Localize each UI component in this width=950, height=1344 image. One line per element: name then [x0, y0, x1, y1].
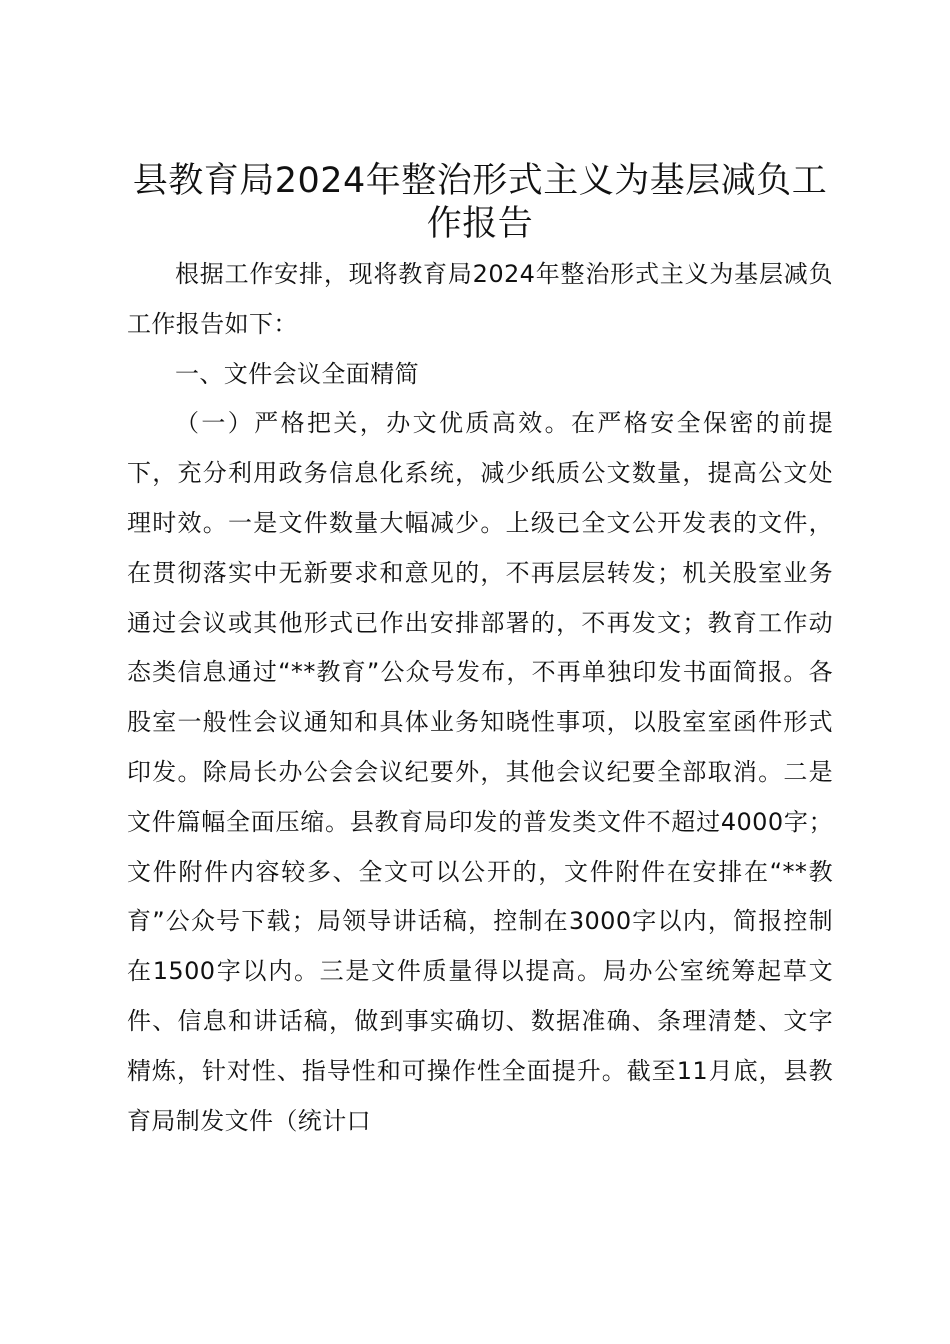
intro-paragraph: 根据工作安排，现将教育局2024年整治形式主义为基层减负工作报告如下： [127, 260, 833, 338]
document-title: 县教育局2024年整治形式主义为基层减负工作报告 [132, 161, 828, 244]
body-paragraph: （一）严格把关，办文优质高效。在严格安全保密的前提下，充分利用政务信息化系统，减少纸质公文数量，提高公文处理时效。一是文件数量大幅减少。上级已全文公开发表的文件，在贯彻落实中无新要求和意见的，不再层层转发；机关股室业务通过会议或其他形式已作出安排部署的，不再发文；教育工作动态类信息通过“**教育”公众号发布，不再单独印发书面简报。各股室一般性会议通知和具体业务知晓性事项，以股室室函件形式印发。除局长办公会会议纪要外，其他会议纪要全部取消。二是文件篇幅全面压缩。县教育局印发的普发类文件不超过4000字；文件附件内容较多、全文可以公开的，文件附件在安排在“**教育”公众号下载；局领导讲话稿，控制在3000字以内，简报控制在1500字以内。三是文件质量得以提高。局办公室统筹起草文件、信息和讲话稿，做到事实确切、数据准确、条理清楚、文字精炼，针对性、指导性和可操作性全面提升。截至11月底，县教育局制发文件（统计口 [127, 409, 833, 1135]
section-heading: 一、文件会议全面精简 [175, 359, 419, 388]
document-page [127, 160, 833, 1146]
